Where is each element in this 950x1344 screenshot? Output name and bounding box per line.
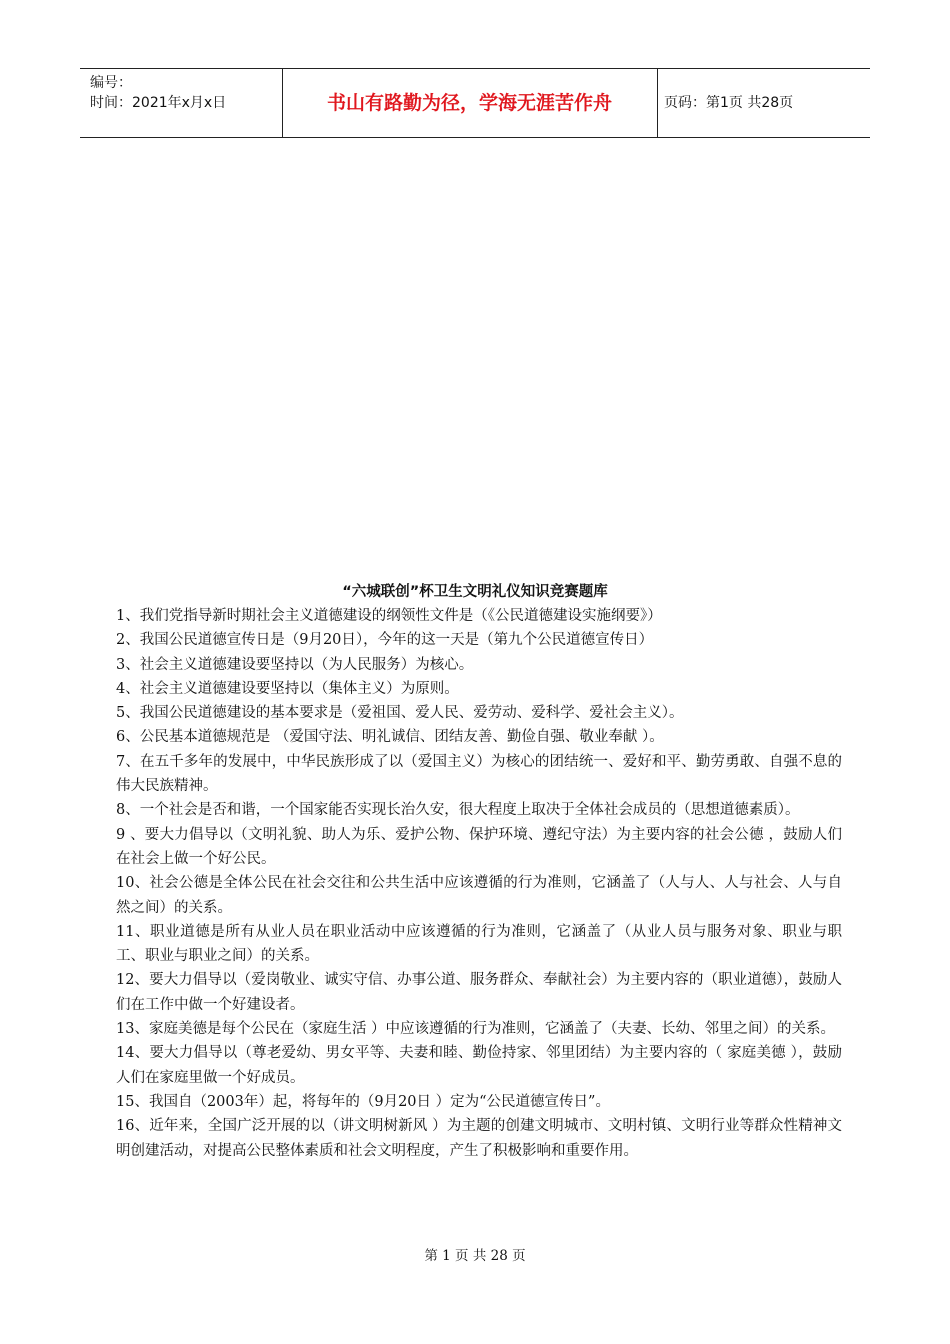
question-item: 11、职业道德是所有从业人员在职业活动中应该遵循的行为准则，它涵盖了（从业人员与服务对象、职业与职工、职业与职业之间）的关系。 [116, 923, 842, 965]
header-motto: 书山有路勤为径，学海无涯苦作舟 [326, 92, 612, 114]
question-list [116, 604, 842, 1163]
question-item: 7、在五千多年的发展中，中华民族形成了以（爱国主义）为核心的团结统一、爱好和平、勤劳勇敢、自强不息的伟大民族精神。 [116, 753, 842, 795]
question-item: 2、我国公民道德宣传日是（9月20日），今年的这一天是（第九个公民道德宣传日） [116, 632, 654, 649]
document-title: “六城联创”杯卫生文明礼仪知识竞赛题库 [342, 584, 608, 600]
question-item: 15、我国自（2003年）起，将每年的（9月20日 ）定为“公民道德宣传日”。 [116, 1093, 610, 1110]
header-info-cell [80, 69, 283, 137]
question-item: 3、社会主义道德建设要坚持以（为人民服务）为核心。 [116, 656, 474, 673]
question-item: 14、要大力倡导以（尊老爱幼、男女平等、夫妻和睦、勤俭持家、邻里团结）为主要内容的（ 家庭美德 ），鼓励人们在家庭里做一个好成员。 [116, 1045, 842, 1086]
question-item: 9 、要大力倡导以（文明礼貌、助人为乐、爱护公物、保护环境、遵纪守法）为主要内容的社会公德 ，鼓励人们在社会上做一个好公民。 [116, 826, 842, 867]
header-motto-cell [282, 69, 658, 137]
document-date: 时间：2021年x月x日 [90, 95, 227, 111]
page-footer: 第 1 页 共 28 页 [424, 1248, 526, 1264]
question-item: 6、公民基本道德规范是 （爱国守法、明礼诚信、团结友善、勤俭自强、敬业奉献 ）。 [116, 729, 664, 746]
header-page-info: 页码：第1页 共28页 [664, 95, 794, 111]
question-item: 4、社会主义道德建设要坚持以（集体主义）为原则。 [116, 680, 459, 697]
question-item: 1、我们党指导新时期社会主义道德建设的纲领性文件是（《公民道德建设实施纲要》） [116, 608, 662, 624]
question-item: 5、我国公民道德建设的基本要求是（爱祖国、爱人民、爱劳动、爱科学、爱社会主义）。 [116, 705, 684, 722]
question-item: 16、近年来，全国广泛开展的以（讲文明树新风 ）为主题的创建文明城市、文明村镇、文明行业等群众性精神文明创建活动，对提高公民整体素质和社会文明程度，产生了积极影响和重要作用。 [116, 1118, 842, 1159]
document-number-label: 编号： [90, 75, 132, 91]
question-item: 13、家庭美德是每个公民在（家庭生活 ）中应该遵循的行为准则，它涵盖了（夫妻、长幼、邻里之间）的关系。 [116, 1021, 836, 1038]
question-item: 12、要大力倡导以（爱岗敬业、诚实守信、办事公道、服务群众、奉献社会）为主要内容的（职业道德），鼓励人们在工作中做一个好建设者。 [116, 972, 842, 1013]
header-page-cell [658, 69, 870, 137]
page-header [80, 68, 870, 138]
question-item: 10、社会公德是全体公民在社会交往和公共生活中应该遵循的行为准则，它涵盖了（人与人、人与社会、人与自然之间）的关系。 [116, 875, 842, 916]
question-item: 8、一个社会是否和谐，一个国家能否实现长治久安，很大程度上取决于全体社会成员的（思想道德素质）。 [116, 802, 800, 819]
